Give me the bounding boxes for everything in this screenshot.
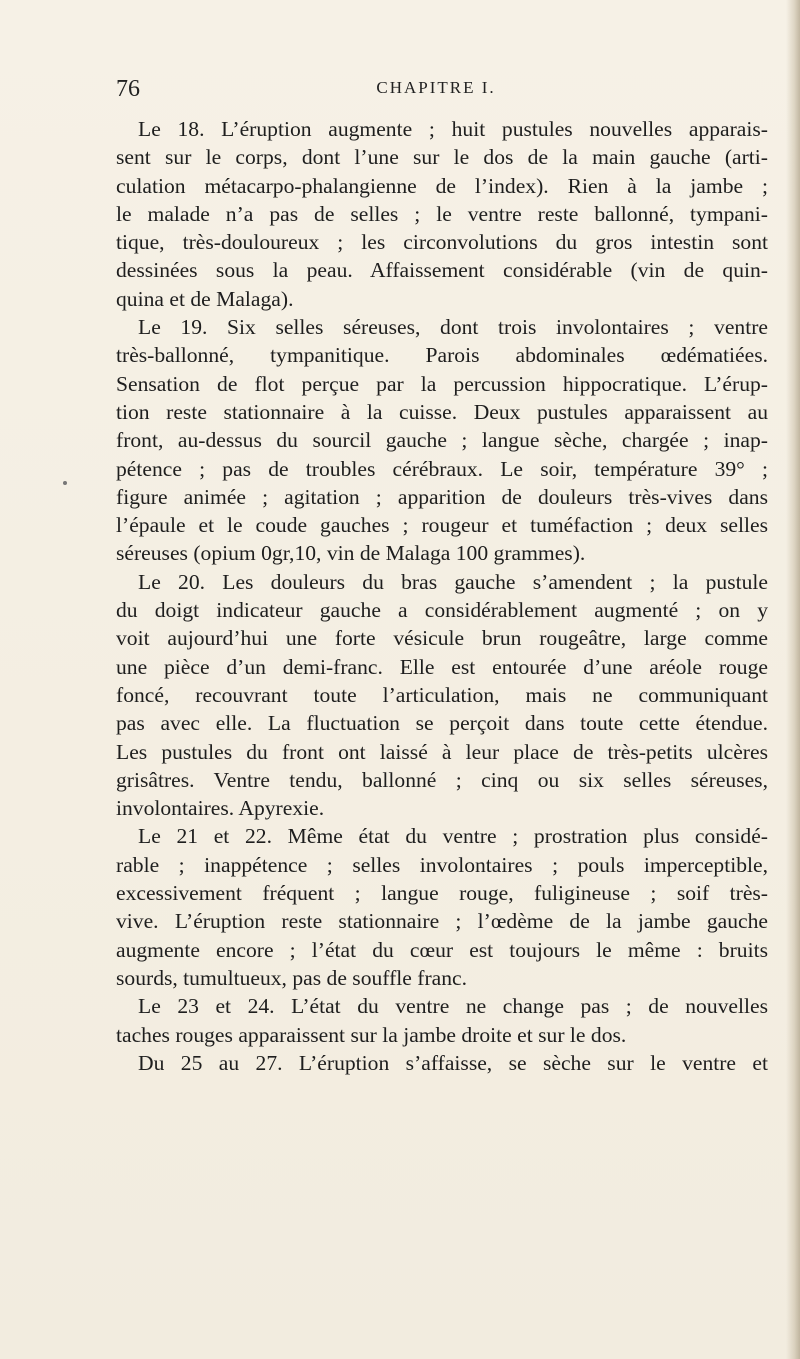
text-line: excessivement fréquent ; langue rouge, fuligineuse ; soif très- [116, 881, 768, 906]
text-line: rable ; inappétence ; selles involontaires ; pouls imperceptible, [116, 852, 768, 877]
page-number: 76 [116, 76, 140, 102]
text-line: le malade n’a pas de selles ; le ventre reste ballonné, tympani- [116, 201, 768, 226]
running-head: CHAPITRE I. [376, 78, 496, 97]
text-line: sent sur le corps, dont l’une sur le dos de la main gauche (arti- [116, 145, 768, 170]
text-line: tique, très-douloureux ; les circonvolutions du gros intestin sont [116, 230, 768, 255]
text-line: une pièce d’un demi-franc. Elle est entourée d’une aréole rouge [116, 654, 768, 679]
text-line: Du 25 au 27. L’éruption s’affaisse, se sèche sur le ventre et [138, 1050, 768, 1075]
text-line: Le 18. L’éruption augmente ; huit pustules nouvelles apparais- [138, 117, 768, 141]
ink-speck [63, 481, 67, 485]
text-line: front, au-dessus du sourcil gauche ; langue sèche, chargée ; inap- [116, 428, 768, 453]
text-line: culation métacarpo-phalangienne de l’index). Rien à la jambe ; [116, 173, 768, 198]
text-line: taches rouges apparaissent sur la jambe droite et sur le dos. [116, 1022, 627, 1047]
text-line: sourds, tumultueux, pas de souffle franc. [116, 965, 468, 990]
page-edge-shadow [786, 0, 800, 1359]
text-line: dessinées sous la peau. Affaissement considérable (vin de quin- [116, 258, 768, 283]
text-line: vive. L’éruption reste stationnaire ; l’œdème de la jambe gauche [116, 909, 768, 934]
page-header [116, 76, 756, 110]
text-line: Les pustules du front ont laissé à leur place de très-petits ulcères [116, 739, 768, 764]
text-line: quina et de Malaga). [116, 286, 294, 311]
text-line: pas avec elle. La fluctuation se perçoit dans toute cette étendue. [116, 711, 768, 736]
text-line: augmente encore ; l’état du cœur est toujours le même : bruits [116, 937, 768, 962]
text-line: du doigt indicateur gauche a considérablement augmenté ; on y [116, 598, 768, 623]
text-line: Le 23 et 24. L’état du ventre ne change pas ; de nouvelles [138, 994, 768, 1019]
text-line: Le 19. Six selles séreuses, dont trois involontaires ; ventre [138, 315, 768, 340]
text-line: grisâtres. Ventre tendu, ballonné ; cinq ou six selles séreuses, [116, 767, 768, 792]
text-line: figure animée ; agitation ; apparition de douleurs très-vives dans [116, 484, 768, 509]
body-text [116, 115, 768, 1077]
text-line: Sensation de flot perçue par la percussion hippocratique. L’érup- [116, 371, 768, 396]
text-line: Le 21 et 22. Même état du ventre ; prostration plus considé- [138, 824, 768, 849]
text-line: pétence ; pas de troubles cérébraux. Le soir, température 39° ; [116, 456, 768, 481]
text-line: foncé, recouvrant toute l’articulation, mais ne communiquant [116, 682, 768, 707]
text-line: tion reste stationnaire à la cuisse. Deux pustules apparaissent au [116, 399, 768, 424]
text-line: Le 20. Les douleurs du bras gauche s’amendent ; la pustule [138, 569, 768, 594]
text-line: involontaires. Apyrexie. [116, 796, 325, 821]
text-line: séreuses (opium 0gr,10, vin de Malaga 100 grammes). [116, 541, 586, 566]
text-line: voit aujourd’hui une forte vésicule brun rougeâtre, large comme [116, 626, 768, 651]
text-line: très-ballonné, tympanitique. Parois abdominales œdématiées. [116, 343, 768, 368]
text-line: l’épaule et le coude gauches ; rougeur et tuméfaction ; deux selles [116, 513, 768, 538]
